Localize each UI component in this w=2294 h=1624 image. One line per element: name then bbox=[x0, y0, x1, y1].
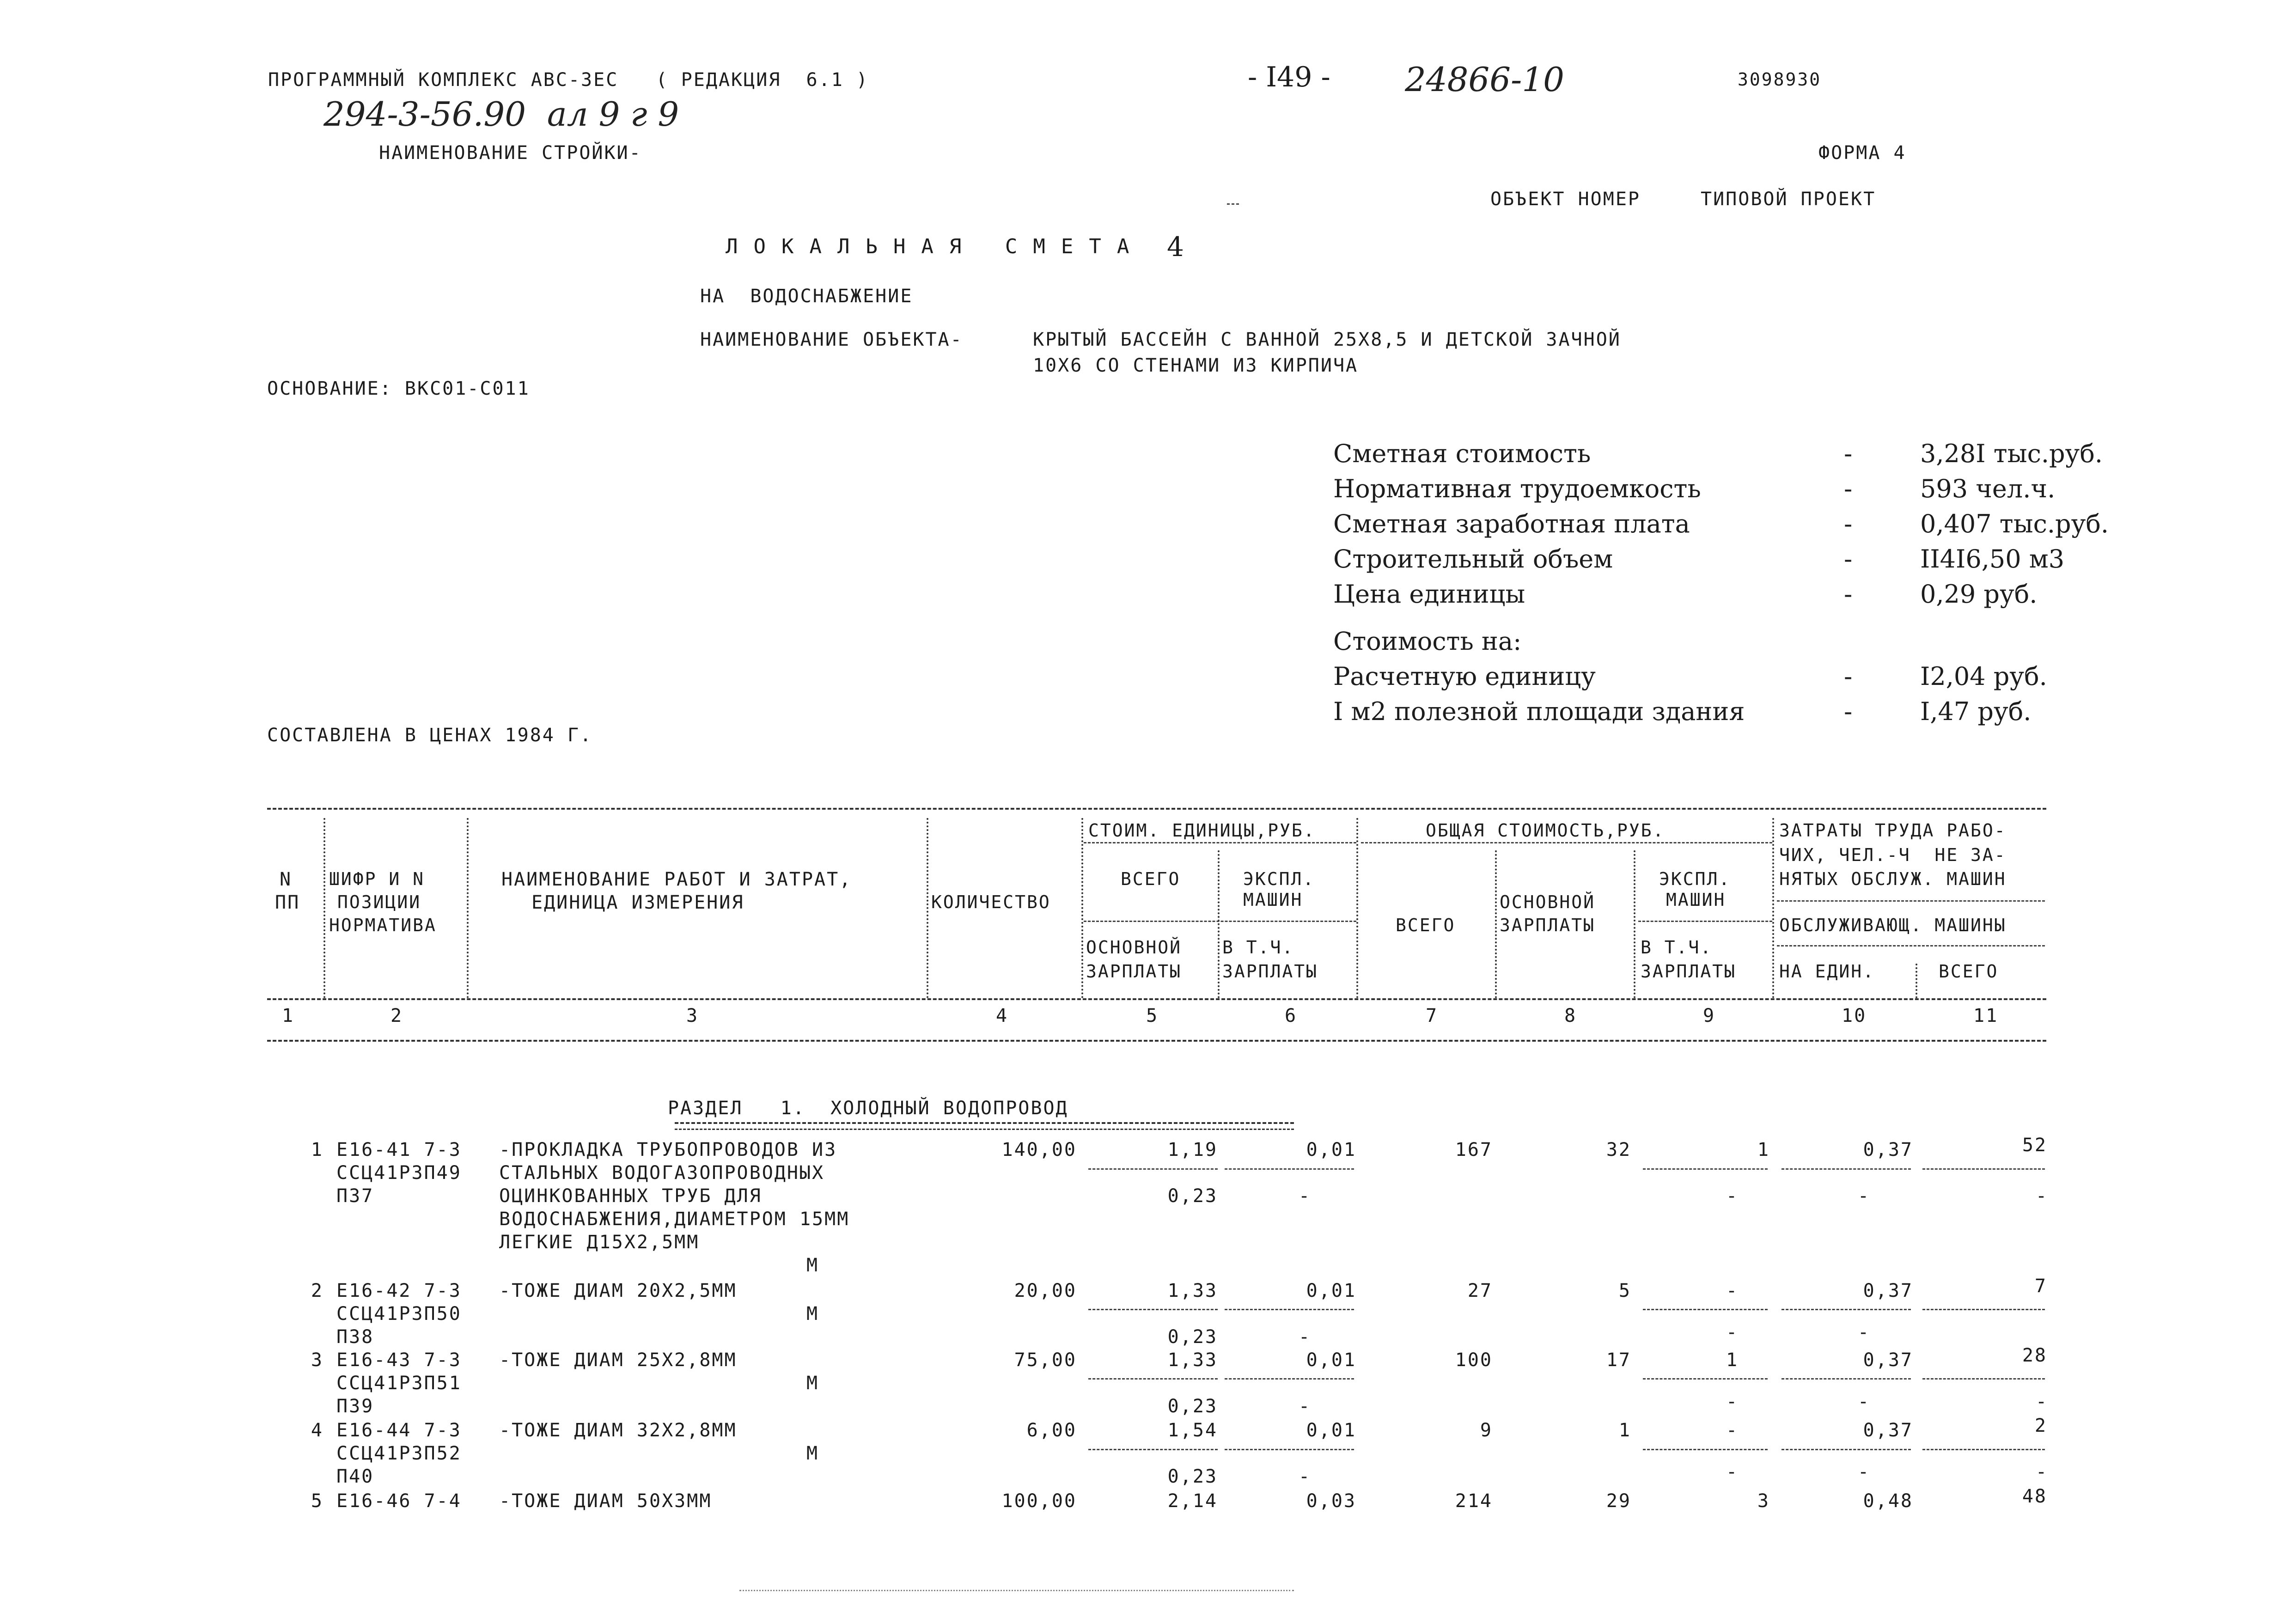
row-unit-machine: 0,01 bbox=[1306, 1420, 1356, 1441]
row-unit-basic: 0,23 bbox=[1167, 1396, 1218, 1417]
header-quantity: КОЛИЧЕСТВО bbox=[931, 892, 1051, 912]
row-name: ВОДОСНАБЖЕНИЯ,ДИАМЕТРОМ 15ММ bbox=[499, 1209, 850, 1230]
row-number: 3 bbox=[311, 1349, 323, 1371]
header-pp: ПП bbox=[275, 892, 300, 913]
divider bbox=[1225, 1309, 1354, 1310]
object-number-label: ОБЪЕКТ НОМЕР bbox=[1490, 189, 1641, 210]
header-unit-total: ВСЕГО bbox=[1121, 869, 1181, 889]
row-total: 167 bbox=[1455, 1139, 1493, 1160]
column-number: 10 bbox=[1842, 1005, 1867, 1026]
row-unit-basic: 0,23 bbox=[1167, 1466, 1218, 1487]
header-name-2: ЕДИНИЦА ИЗМЕРЕНИЯ bbox=[531, 892, 744, 913]
header-labor-3: НЯТЫХ ОБСЛУЖ. МАШИН bbox=[1779, 869, 2007, 889]
divider bbox=[1225, 1449, 1354, 1450]
row-machine-incl: - bbox=[1726, 1322, 1739, 1343]
row-labor-unit: 0,37 bbox=[1863, 1139, 1913, 1160]
divider bbox=[1643, 1168, 1768, 1170]
col-separator bbox=[1634, 850, 1635, 998]
header-labor-4: ОБСЛУЖИВАЮЩ. МАШИНЫ bbox=[1779, 915, 2007, 935]
header-overall-basic-2: ЗАРПЛАТЫ bbox=[1500, 915, 1596, 935]
row-unit-total: 1,33 bbox=[1167, 1280, 1218, 1301]
col-separator bbox=[467, 818, 469, 998]
row-code-3: П40 bbox=[336, 1466, 374, 1487]
row-basic: 32 bbox=[1606, 1139, 1631, 1160]
handwritten-project: 294-3-56.90 ал 9 г 9 bbox=[323, 95, 679, 134]
divider bbox=[1088, 1309, 1218, 1310]
col-separator bbox=[1356, 818, 1358, 998]
row-quantity: 100,00 bbox=[1001, 1490, 1077, 1512]
row-machine-incl: - bbox=[1726, 1461, 1739, 1483]
row-labor-unit: 0,37 bbox=[1863, 1349, 1913, 1371]
row-name: ЛЕГКИЕ Д15Х2,5ММ bbox=[499, 1232, 700, 1253]
row-labor-unit-b: - bbox=[1858, 1322, 1871, 1343]
divider bbox=[1643, 1378, 1768, 1380]
scan-artifact bbox=[739, 1590, 1294, 1591]
row-labor-total: 2 bbox=[2034, 1415, 2047, 1436]
row-total: 9 bbox=[1480, 1420, 1493, 1441]
row-unit: М bbox=[806, 1303, 819, 1325]
price-base: СОСТАВЛЕНА В ЦЕНАХ 1984 Г. bbox=[267, 725, 593, 746]
row-labor-unit-b: - bbox=[1858, 1185, 1871, 1207]
header-code-3: НОРМАТИВА bbox=[329, 915, 437, 935]
summary-label: Строительный объем bbox=[1333, 544, 1613, 574]
header-overall-basic-1: ОСНОВНОЙ bbox=[1500, 892, 1596, 912]
section-underline bbox=[675, 1129, 1294, 1130]
divider bbox=[1922, 1378, 2045, 1380]
row-quantity: 75,00 bbox=[1014, 1349, 1077, 1371]
row-machine-incl: - bbox=[1726, 1391, 1739, 1412]
column-number: 5 bbox=[1146, 1005, 1159, 1026]
divider bbox=[1084, 921, 1356, 922]
summary-value: I2,04 руб. bbox=[1920, 662, 2047, 691]
row-unit-basic: 0,23 bbox=[1167, 1185, 1218, 1207]
row-basic: 29 bbox=[1606, 1490, 1631, 1512]
row-name: -ТОЖЕ ДИАМ 20Х2,5ММ bbox=[499, 1280, 737, 1301]
divider bbox=[1084, 842, 1356, 843]
row-unit-total: 1,33 bbox=[1167, 1349, 1218, 1371]
section-title: РАЗДЕЛ 1. ХОЛОДНЫЙ ВОДОПРОВОД bbox=[668, 1098, 1068, 1119]
section-underline bbox=[675, 1122, 1294, 1124]
divider bbox=[1782, 1449, 1911, 1450]
divider bbox=[1088, 1378, 1218, 1380]
header-n: N bbox=[280, 869, 293, 890]
summary-dash: - bbox=[1844, 509, 1853, 538]
row-machine: 1 bbox=[1757, 1139, 1770, 1160]
row-quantity: 20,00 bbox=[1014, 1280, 1077, 1301]
column-number: 1 bbox=[282, 1005, 295, 1026]
header-overall-incl-2: ЗАРПЛАТЫ bbox=[1641, 961, 1737, 982]
row-basic: 1 bbox=[1618, 1420, 1631, 1441]
row-number: 4 bbox=[311, 1420, 323, 1441]
form-number: ФОРМА 4 bbox=[1818, 142, 1906, 164]
header-labor-unit: НА ЕДИН. bbox=[1779, 961, 1875, 982]
page-number: - I49 - bbox=[1248, 61, 1330, 93]
divider bbox=[1922, 1449, 2045, 1450]
row-unit-incl: - bbox=[1299, 1326, 1312, 1348]
row-labor-total-b: - bbox=[2036, 1391, 2049, 1412]
row-name: СТАЛЬНЫХ ВОДОГАЗОПРОВОДНЫХ bbox=[499, 1162, 825, 1184]
header-overall-expl-2: МАШИН bbox=[1666, 890, 1726, 910]
row-code-2: ССЦ41Р3П51 bbox=[336, 1373, 462, 1394]
row-machine: 1 bbox=[1726, 1349, 1739, 1371]
header-unit-basic-2: ЗАРПЛАТЫ bbox=[1086, 961, 1182, 982]
row-labor-total: 28 bbox=[2022, 1345, 2047, 1366]
row-name: -ТОЖЕ ДИАМ 32Х2,8ММ bbox=[499, 1420, 737, 1441]
header-unit-expl-2: МАШИН bbox=[1243, 890, 1303, 910]
header-unit-basic-1: ОСНОВНОЙ bbox=[1086, 937, 1182, 958]
divider bbox=[1643, 1449, 1768, 1450]
row-code: Е16-43 7-3 bbox=[336, 1349, 462, 1371]
object-name-label: НАИМЕНОВАНИЕ ОБЪЕКТА- bbox=[700, 329, 963, 350]
col-separator bbox=[323, 818, 325, 998]
divider bbox=[1225, 1168, 1354, 1170]
summary-dash: - bbox=[1844, 544, 1853, 574]
row-total: 214 bbox=[1455, 1490, 1493, 1512]
row-unit-machine: 0,03 bbox=[1306, 1490, 1356, 1512]
row-code: Е16-41 7-3 bbox=[336, 1139, 462, 1160]
summary-label: I м2 полезной площади здания bbox=[1333, 697, 1745, 726]
row-machine-incl: - bbox=[1726, 1185, 1739, 1207]
column-number: 9 bbox=[1703, 1005, 1716, 1026]
summary-value: 593 чел.ч. bbox=[1920, 474, 2056, 503]
row-unit: М bbox=[806, 1373, 819, 1394]
handwritten-code: 24866-10 bbox=[1405, 60, 1564, 99]
document-title: ЛОКАЛЬНАЯ СМЕТА bbox=[726, 235, 1145, 258]
col-separator bbox=[927, 818, 928, 998]
header-overall-incl-1: В Т.Ч. bbox=[1641, 937, 1713, 958]
row-code-2: ССЦ41Р3П50 bbox=[336, 1303, 462, 1325]
row-basic: 17 bbox=[1606, 1349, 1631, 1371]
divider bbox=[1643, 1309, 1768, 1310]
header-code-2: ПОЗИЦИИ bbox=[337, 892, 421, 912]
row-machine: - bbox=[1726, 1280, 1739, 1301]
divider bbox=[1361, 842, 1772, 843]
row-number: 2 bbox=[311, 1280, 323, 1301]
divider bbox=[1225, 1378, 1354, 1380]
row-unit-incl: - bbox=[1299, 1466, 1312, 1487]
summary-label: Сметная стоимость bbox=[1333, 439, 1591, 468]
basis: ОСНОВАНИЕ: ВКС01-С011 bbox=[267, 378, 530, 399]
row-name: ОЦИНКОВАННЫХ ТРУБ ДЛЯ bbox=[499, 1185, 762, 1207]
row-labor-unit: 0,48 bbox=[1863, 1490, 1913, 1512]
header-overall-total: ВСЕГО bbox=[1396, 915, 1456, 935]
row-labor-total-b: - bbox=[2036, 1185, 2049, 1207]
row-unit-machine: 0,01 bbox=[1306, 1349, 1356, 1371]
row-name: -ТОЖЕ ДИАМ 25Х2,8ММ bbox=[499, 1349, 737, 1371]
divider bbox=[1922, 1309, 2045, 1310]
cost-on-label: Стоимость на: bbox=[1333, 627, 1522, 656]
row-labor-unit-b: - bbox=[1858, 1391, 1871, 1412]
summary-dash: - bbox=[1844, 580, 1853, 609]
divider bbox=[1088, 1168, 1218, 1170]
row-unit: М bbox=[806, 1443, 819, 1464]
column-number: 11 bbox=[1973, 1005, 1999, 1026]
header-top-rule bbox=[267, 808, 2046, 810]
divider bbox=[1782, 1168, 1911, 1170]
row-unit-total: 1,54 bbox=[1167, 1420, 1218, 1441]
header-bottom-rule bbox=[267, 1040, 2046, 1042]
summary-label: Сметная заработная плата bbox=[1333, 509, 1690, 538]
header-labor-total: ВСЕГО bbox=[1939, 961, 1999, 982]
row-total: 100 bbox=[1455, 1349, 1493, 1371]
summary-value: I,47 руб. bbox=[1920, 697, 2032, 726]
summary-value: 0,407 тыс.руб. bbox=[1920, 509, 2109, 538]
row-code-3: П39 bbox=[336, 1396, 374, 1417]
divider bbox=[1782, 1309, 1911, 1310]
header-labor-1: ЗАТРАТЫ ТРУДА РАБО- bbox=[1779, 820, 2007, 841]
row-labor-total: 7 bbox=[2034, 1276, 2047, 1297]
divider bbox=[1638, 921, 1772, 922]
row-machine: - bbox=[1726, 1420, 1739, 1441]
divider bbox=[1777, 945, 2045, 946]
header-name-1: НАИМЕНОВАНИЕ РАБОТ И ЗАТРАТ, bbox=[501, 869, 852, 890]
summary-value: II4I6,50 м3 bbox=[1920, 544, 2065, 574]
row-unit-machine: 0,01 bbox=[1306, 1139, 1356, 1160]
column-number: 2 bbox=[390, 1005, 403, 1026]
row-labor-unit: 0,37 bbox=[1863, 1420, 1913, 1441]
row-code-2: ССЦ41Р3П52 bbox=[336, 1443, 462, 1464]
row-unit-total: 2,14 bbox=[1167, 1490, 1218, 1512]
object-name-line1: КРЫТЫЙ БАССЕЙН С ВАННОЙ 25Х8,5 И ДЕТСКОЙ ЗАЧНОЙ bbox=[1033, 329, 1621, 350]
row-unit-machine: 0,01 bbox=[1306, 1280, 1356, 1301]
row-unit-incl: - bbox=[1299, 1396, 1312, 1417]
summary-label: Расчетную единицу bbox=[1333, 662, 1596, 691]
column-number: 7 bbox=[1426, 1005, 1439, 1026]
program-name: ПРОГРАММНЫЙ КОМПЛЕКС АВС-3ЕС ( РЕДАКЦИЯ 6.1 ) bbox=[268, 69, 869, 91]
summary-value: 3,28I тыс.руб. bbox=[1920, 439, 2103, 468]
row-machine: 3 bbox=[1757, 1490, 1770, 1512]
row-unit-total: 1,19 bbox=[1167, 1139, 1218, 1160]
row-number: 5 bbox=[311, 1490, 323, 1512]
object-name-line2: 10Х6 СО СТЕНАМИ ИЗ КИРПИЧА bbox=[1033, 355, 1359, 376]
col-separator bbox=[1081, 818, 1083, 998]
header-overall-expl-1: ЭКСПЛ. bbox=[1659, 869, 1731, 889]
col-separator bbox=[1916, 964, 1917, 998]
summary-label: Цена единицы bbox=[1333, 580, 1525, 609]
summary-value: 0,29 руб. bbox=[1920, 580, 2038, 609]
row-labor-unit-b: - bbox=[1858, 1461, 1871, 1483]
row-code-3: П38 bbox=[336, 1326, 374, 1348]
column-number: 6 bbox=[1285, 1005, 1298, 1026]
col-separator bbox=[1772, 818, 1774, 998]
estimate-number: 4 bbox=[1167, 231, 1184, 263]
divider bbox=[1782, 1378, 1911, 1380]
divider bbox=[1088, 1449, 1218, 1450]
construction-name-label: НАИМЕНОВАНИЕ СТРОЙКИ- bbox=[379, 142, 642, 164]
row-labor-total-b: - bbox=[2036, 1461, 2049, 1483]
header-unit-expl-1: ЭКСПЛ. bbox=[1243, 869, 1315, 889]
row-quantity: 6,00 bbox=[1026, 1420, 1077, 1441]
row-total: 27 bbox=[1467, 1280, 1493, 1301]
summary-dash: - bbox=[1844, 474, 1853, 503]
header-unit-incl-1: В Т.Ч. bbox=[1222, 937, 1294, 958]
row-labor-total: 48 bbox=[2022, 1486, 2047, 1507]
header-overall-cost: ОБЩАЯ СТОИМОСТЬ,РУБ. bbox=[1426, 820, 1665, 841]
column-number: 3 bbox=[686, 1005, 699, 1026]
summary-dash: - bbox=[1844, 439, 1853, 468]
row-unit-basic: 0,23 bbox=[1167, 1326, 1218, 1348]
divider bbox=[1777, 900, 2045, 902]
row-code: Е16-44 7-3 bbox=[336, 1420, 462, 1441]
row-number: 1 bbox=[311, 1139, 323, 1160]
row-code: Е16-46 7-4 bbox=[336, 1490, 462, 1512]
row-code-3: П37 bbox=[336, 1185, 374, 1207]
document-id: 3098930 bbox=[1738, 69, 1822, 90]
row-name: -ТОЖЕ ДИАМ 50Х3ММ bbox=[499, 1490, 712, 1512]
row-labor-total: 52 bbox=[2022, 1135, 2047, 1156]
row-basic: 5 bbox=[1618, 1280, 1631, 1301]
header-labor-2: ЧИХ, ЧЕЛ.-Ч НЕ ЗА- bbox=[1779, 845, 2007, 865]
typical-project-label: ТИПОВОЙ ПРОЕКТ bbox=[1701, 189, 1876, 210]
row-unit-incl: - bbox=[1299, 1185, 1312, 1207]
col-separator bbox=[1218, 850, 1220, 998]
row-code-2: ССЦ41Р3П49 bbox=[336, 1162, 462, 1184]
estimate-purpose: НА ВОДОСНАБЖЕНИЕ bbox=[700, 286, 913, 307]
row-quantity: 140,00 bbox=[1001, 1139, 1077, 1160]
summary-dash: - bbox=[1844, 697, 1853, 726]
summary-dash: - bbox=[1844, 662, 1853, 691]
header-unit-cost: СТОИМ. ЕДИНИЦЫ,РУБ. bbox=[1088, 820, 1316, 841]
row-unit: М bbox=[806, 1255, 819, 1276]
header-unit-incl-2: ЗАРПЛАТЫ bbox=[1222, 961, 1318, 982]
col-separator bbox=[1495, 850, 1497, 998]
column-number: 8 bbox=[1564, 1005, 1577, 1026]
row-name: -ПРОКЛАДКА ТРУБОПРОВОДОВ ИЗ bbox=[499, 1139, 837, 1160]
row-labor-unit: 0,37 bbox=[1863, 1280, 1913, 1301]
row-code: Е16-42 7-3 bbox=[336, 1280, 462, 1301]
header-mid-rule bbox=[267, 998, 2046, 1000]
column-number: 4 bbox=[996, 1005, 1009, 1026]
divider bbox=[1227, 203, 1239, 205]
divider bbox=[1922, 1168, 2045, 1170]
summary-label: Нормативная трудоемкость bbox=[1333, 474, 1701, 503]
header-code-1: ШИФР И N bbox=[329, 869, 425, 889]
